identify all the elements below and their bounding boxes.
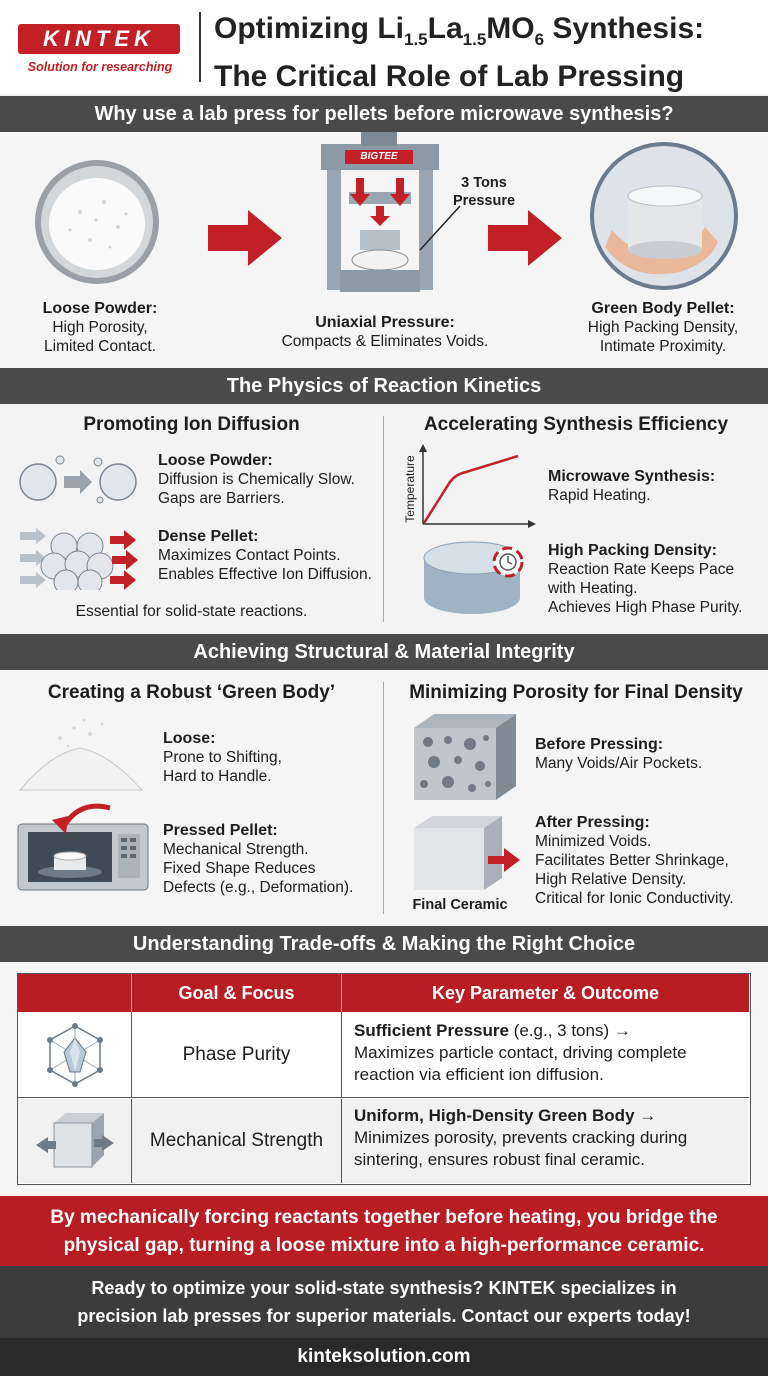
before-pressing-text: [535, 736, 765, 773]
dense-pellet-icon: [20, 528, 138, 590]
section4-heading: Understanding Trade-offs & Making the Right Choice: [0, 926, 768, 962]
press-desc: Compacts & Eliminates Voids.: [281, 333, 489, 350]
packing-density-desc-2: with Heating.: [548, 580, 638, 597]
section2-heading: The Physics of Reaction Kinetics: [0, 368, 768, 404]
loose-title: Loose:: [163, 730, 216, 747]
solid-state-note: Essential for solid-state reactions.: [75, 603, 308, 620]
microwave-title: Microwave Synthesis:: [548, 468, 716, 485]
goal-phase-purity: Phase Purity: [182, 1044, 291, 1065]
title-line-1: Optimizing $Li_{1.5}La_{1.5}MO_6$ Synthesis:: [214, 12, 705, 49]
loose-particles-icon: [20, 456, 136, 503]
header-divider: [199, 12, 201, 82]
temperature-axis-label: Temperature: [403, 455, 417, 523]
param-line-2: Maximizes particle contact, driving complete: [354, 1043, 687, 1062]
header: [0, 0, 768, 94]
before-pressing-desc: Many Voids/Air Pockets.: [535, 755, 703, 772]
pellet-caption: [568, 300, 758, 356]
row2-sep-2: [341, 1099, 342, 1183]
green-body-title: Creating a Robust ‘Green Body’: [47, 682, 336, 703]
packing-density-desc-3: Achieves High Phase Purity.: [548, 599, 743, 616]
microwave-image: [18, 806, 148, 890]
pellet-desc-1: High Packing Density,: [587, 319, 739, 336]
logo-text: KINTEK: [43, 26, 155, 51]
pellet-desc-2: Intimate Proximity.: [599, 338, 727, 355]
goal-mechanical-strength: Mechanical Strength: [149, 1130, 324, 1151]
press-title: Uniaxial Pressure:: [315, 314, 455, 331]
conclusion-line-2: physical gap, turning a loose mixture into a high-performance ceramic.: [63, 1235, 705, 1256]
heating-curve-chart: [396, 444, 536, 530]
section3-left-illustrations: [10, 716, 160, 894]
porosity-title: Minimizing Porosity for Final Density: [409, 682, 743, 703]
section2-left-illustrations: [0, 450, 160, 590]
packing-density-text: [548, 542, 763, 617]
loose-powder-desc-1: Diffusion is Chemically Slow.: [158, 471, 355, 488]
loose-desc-2: Hard to Handle.: [163, 768, 272, 785]
col-goal-header: Goal & Focus: [178, 983, 295, 1003]
density-cylinder-image: [420, 540, 530, 620]
microwave-text: [548, 468, 763, 505]
param-line-3: reaction via efficient ion diffusion.: [354, 1065, 604, 1084]
logo-tagline: Solution for researching: [27, 60, 173, 74]
pressure-word: Pressure: [452, 193, 516, 209]
title-line-2: The Critical Role of Lab Pressing: [214, 60, 685, 93]
footer: [0, 1338, 768, 1376]
pressed-pellet-desc-2: Fixed Shape Reduces: [163, 860, 316, 877]
pressed-pellet-title: Pressed Pellet:: [163, 822, 278, 839]
press-caption: [260, 314, 510, 351]
pellet-title: Green Body Pellet:: [591, 300, 735, 317]
cta-line-1: Ready to optimize your solid-state synthesis? KINTEK specializes in: [91, 1278, 677, 1298]
after-pressing-desc-1: Minimized Voids.: [535, 833, 652, 850]
loose-powder-desc-2: Gaps are Barriers.: [158, 490, 285, 507]
powder-caption: [20, 300, 180, 356]
conclusion-banner: [0, 1196, 768, 1266]
param-line-1: [354, 1105, 746, 1127]
cta-banner: [0, 1266, 768, 1338]
press-brand: BIGTEE: [360, 151, 398, 162]
ion-diffusion-title: Promoting Ion Diffusion: [83, 414, 300, 435]
powder-desc-1: High Porosity,: [52, 319, 148, 336]
page-title: [214, 10, 764, 95]
param-bold: Uniform, High-Density Green Body →: [354, 1106, 657, 1125]
pressed-pellet-desc-3: Defects (e.g., Deformation).: [163, 879, 354, 896]
dense-pellet-desc-2: Enables Effective Ion Diffusion.: [158, 566, 372, 583]
after-pressing-desc-3: High Relative Density.: [535, 871, 687, 888]
param-line-1: [354, 1020, 746, 1042]
powder-desc-2: Limited Contact.: [44, 338, 156, 355]
tradeoff-table: [17, 973, 751, 1185]
after-pressing-text: [535, 814, 765, 908]
section3-heading: Achieving Structural & Material Integrity: [0, 634, 768, 670]
crystal-icon: [42, 1022, 108, 1088]
after-pressing-desc-4: Critical for Ionic Conductivity.: [535, 890, 734, 907]
param-line-3: sintering, ensures robust final ceramic.: [354, 1150, 646, 1169]
pressure-value: 3 Tons: [461, 175, 507, 191]
before-pressing-title: Before Pressing:: [535, 736, 664, 753]
flow-arrow-1: [208, 210, 282, 266]
loose-desc-1: Prone to Shifting,: [163, 749, 282, 766]
section3-right-illustrations: [404, 710, 534, 896]
packing-density-title: High Packing Density:: [548, 542, 717, 559]
powder-pile-image: [20, 719, 142, 790]
table-row: [18, 1099, 749, 1183]
powder-dish-image: [35, 160, 159, 284]
kintek-logo[interactable]: [18, 24, 180, 54]
website-link[interactable]: kinteksolution.com: [297, 1346, 471, 1367]
dense-block-image: [414, 816, 520, 890]
microwave-desc: Rapid Heating.: [548, 487, 651, 504]
synthesis-efficiency-title: Accelerating Synthesis Efficiency: [423, 414, 729, 435]
pressure-label: [444, 174, 524, 210]
dense-pellet-text: [158, 528, 383, 584]
table-row: [18, 1012, 749, 1098]
loose-text: [163, 730, 378, 786]
row1-sep-2: [341, 1012, 342, 1098]
after-pressing-desc-2: Facilitates Better Shrinkage,: [535, 852, 729, 869]
pellet-hand-image: [590, 142, 738, 290]
conclusion-line-1: By mechanically forcing reactants together before heating, you bridge the: [50, 1207, 718, 1228]
param-mechanical-strength: [354, 1105, 746, 1171]
section3-divider: [383, 682, 384, 914]
param-rest: (e.g., 3 tons) →: [508, 1021, 631, 1040]
section1-heading: Why use a lab press for pellets before microwave synthesis?: [0, 96, 768, 132]
loose-powder-text: [158, 452, 383, 508]
dense-pellet-title: Dense Pellet:: [158, 528, 259, 545]
param-bold: Sufficient Pressure: [354, 1021, 509, 1040]
flow-arrow-2: [488, 210, 562, 266]
pressed-pellet-text: [163, 822, 378, 897]
loose-powder-title: Loose Powder:: [158, 452, 273, 469]
after-pressing-title: After Pressing:: [535, 814, 650, 831]
dense-pellet-desc-1: Maximizes Contact Points.: [158, 547, 341, 564]
col-param-header: Key Parameter & Outcome: [431, 983, 660, 1003]
param-phase-purity: [354, 1020, 746, 1086]
block-compression-icon: [34, 1109, 116, 1173]
pressed-pellet-desc-1: Mechanical Strength.: [163, 841, 309, 858]
final-ceramic-label: Final Ceramic: [412, 897, 508, 913]
cta-line-2: precision lab presses for superior materials. Contact our experts today!: [77, 1306, 691, 1326]
packing-density-desc-1: Reaction Rate Keeps Pace: [548, 561, 735, 578]
porous-block-image: [414, 714, 516, 800]
powder-title: Loose Powder:: [42, 300, 158, 317]
section2-divider: [383, 416, 384, 622]
param-line-2: Minimizes porosity, prevents cracking during: [354, 1128, 688, 1147]
